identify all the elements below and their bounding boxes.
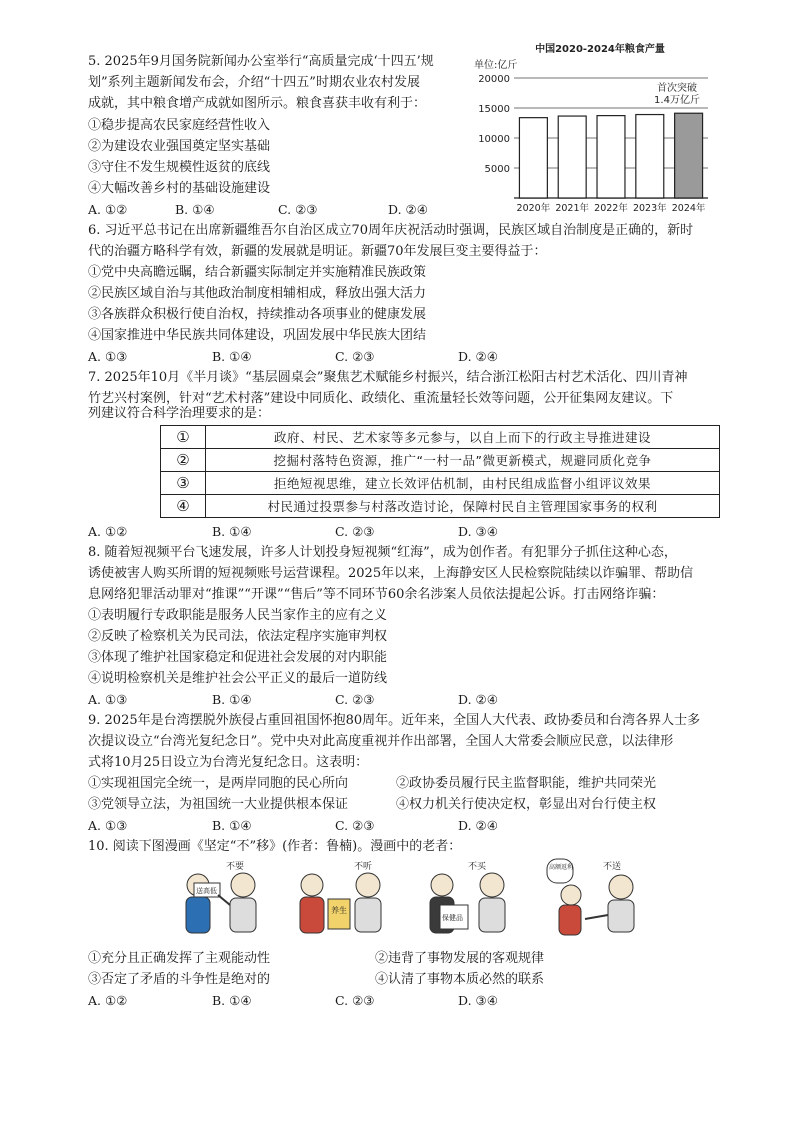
- chart-ylabel: 单位:亿斤: [474, 60, 518, 71]
- q9-option-b[interactable]: B. ①④: [212, 818, 252, 833]
- q5-item: ②为建设农业强国奠定坚实基础: [88, 139, 271, 154]
- q8-item: ③体现了维护社国家稳定和促进社会发展的对内职能: [88, 650, 388, 665]
- q5-stem-line: 5. 2025年9月国务院新闻办公室举行“高质量完成‘十四五’规: [88, 54, 434, 69]
- chart-bar: [675, 113, 703, 198]
- chart-category-label: 2024年: [671, 203, 706, 214]
- chart-annotation-line2: 1.4万亿斤: [654, 95, 700, 106]
- q6-stem-line: 6. 习近平总书记在出席新疆维吾尔自治区成立70周年庆祝活动时强调，民族区域自治制度是正确的，新时: [88, 223, 694, 238]
- q8-stem-line: 8. 随着短视频平台飞速发展，许多人计划投身短视频“红海”，成为创作者。有犯罪分子抓住这种心态，: [88, 545, 677, 560]
- q9-item: ④权力机关行使决定权，彰显出对台行使主权: [396, 797, 657, 812]
- q10-item: ④认清了事物本质必然的联系: [375, 972, 545, 987]
- q10-option-c[interactable]: C. ②③: [335, 993, 375, 1008]
- chart-ytick-label: 5000: [484, 164, 510, 175]
- comic-sign-text: 送高低: [196, 887, 217, 895]
- chart-bar: [636, 115, 664, 198]
- chart-category-label: 2022年: [594, 203, 628, 214]
- q6-stem-line: 代的治疆方略科学有效，新疆的发展就是明证。新疆70年发展巨变主要得益于：: [88, 244, 547, 259]
- chart-title: 中国2020-2024年粮食产量: [535, 44, 665, 55]
- row-number: ④: [161, 495, 206, 518]
- row-text: 政府、村民、艺术家等多元参与，以自上而下的行政主导推进建设: [206, 426, 720, 449]
- q7-suggestion-table: [160, 425, 720, 518]
- chart-bar: [558, 116, 586, 198]
- table-row: [161, 449, 720, 472]
- q5-option-a[interactable]: A. ①②: [88, 202, 128, 217]
- row-number: ①: [161, 426, 206, 449]
- comic-panel-2: [288, 855, 398, 945]
- table-row: [161, 426, 720, 449]
- q10-item: ①充分且正确发挥了主观能动性: [88, 951, 271, 966]
- q9-item: ①实现祖国完全统一，是两岸同胞的民心所向: [88, 776, 349, 791]
- row-text: 挖掘村落特色资源，推广“一村一品”微更新模式，规避同质化竞争: [206, 449, 720, 472]
- q5-item: ④大幅改善乡村的基础设施建设: [88, 181, 271, 196]
- q9-stem-line: 次提议设立“台湾光复纪念日”。党中央对此高度重视并作出部署，全国人大常委会顺应民意，以法律形: [88, 734, 674, 749]
- chart-ytick-label: 20000: [478, 74, 510, 85]
- comic-bubble-text: 不送: [603, 862, 622, 872]
- chart-annotation-line1: 首次突破: [657, 83, 697, 94]
- q8-option-b[interactable]: B. ①④: [212, 692, 252, 707]
- q9-stem-line: 式将10月25日设立为台湾光复纪念日。这表明：: [88, 755, 369, 770]
- q7-option-d[interactable]: D. ③④: [458, 524, 498, 539]
- q10-option-d[interactable]: D. ③④: [458, 993, 498, 1008]
- row-text: 村民通过投票参与村落改造讨论，保障村民自主管理国家事务的权利: [206, 495, 720, 518]
- comic-bubble-text: 高额返利: [549, 864, 574, 871]
- row-text: 拒绝短视思维，建立长效评估机制，由村民组成监督小组评议效果: [206, 472, 720, 495]
- comic-bubble-text: 不要: [226, 862, 245, 872]
- q9-option-d[interactable]: D. ②④: [458, 818, 498, 833]
- comic-panel-4: [545, 855, 655, 945]
- row-number: ②: [161, 449, 206, 472]
- q8-item: ②反映了检察机关为民司法，依法定程序实施审判权: [88, 629, 388, 644]
- table-row: [161, 495, 720, 518]
- chart-ytick-label: 15000: [478, 104, 510, 115]
- q6-option-d[interactable]: D. ②④: [458, 349, 498, 364]
- q6-option-c[interactable]: C. ②③: [335, 349, 375, 364]
- q5-item: ①稳步提高农民家庭经营性收入: [88, 118, 271, 133]
- q6-option-b[interactable]: B. ①④: [212, 349, 252, 364]
- comic-bubble-text: 不听: [354, 862, 373, 872]
- q10-item: ②违背了事物发展的客观规律: [375, 951, 545, 966]
- q10-option-a[interactable]: A. ①②: [88, 993, 128, 1008]
- q6-item: ②民族区域自治与其他政治制度相辅相成，释放出强大活力: [88, 286, 427, 301]
- q8-stem-line: 诱使被害人购买所谓的短视频账号运营课程。2025年以来，上海静安区人民检察院陆续以诈骗罪、帮助信: [88, 566, 694, 581]
- q5-option-b[interactable]: B. ①④: [175, 202, 215, 217]
- q6-item: ①党中央高瞻远瞩，结合新疆实际制定并实施精准民族政策: [88, 265, 427, 280]
- q5-item: ③守住不发生规模性返贫的底线: [88, 160, 271, 175]
- q8-item: ④说明检察机关是维护社会公平正义的最后一道防线: [88, 671, 388, 686]
- q9-item: ②政协委员履行民主监督职能，维护共同荣光: [396, 776, 657, 791]
- q7-stem-line: 竹艺兴村案例，针对“艺术村落”建设中同质化、政绩化、重流量轻长效等问题，公开征集网友建议。下: [88, 391, 674, 406]
- comic-box-text: 保健品: [442, 914, 463, 922]
- row-number: ③: [161, 472, 206, 495]
- q5-option-c[interactable]: C. ②③: [278, 202, 318, 217]
- chart-category-label: 2023年: [632, 203, 667, 214]
- table-row: [161, 472, 720, 495]
- q7-option-b[interactable]: B. ①④: [212, 524, 252, 539]
- q6-item: ③各族群众积极行使自治权，持续推动各项事业的健康发展: [88, 307, 427, 322]
- chart-ytick-label: 10000: [478, 134, 510, 145]
- q8-item: ①表明履行专政职能是服务人民当家作主的应有之义: [88, 608, 388, 623]
- q9-item: ③党领导立法，为祖国统一大业提供根本保证: [88, 797, 349, 812]
- chart-bar: [519, 118, 547, 198]
- grain-output-chart: [472, 40, 712, 215]
- chart-category-label: 2020年: [516, 203, 551, 214]
- q10-option-b[interactable]: B. ①④: [212, 993, 252, 1008]
- q5-stem-line: 成就，其中粮食增产成就如图所示。粮食喜获丰收有利于：: [88, 96, 427, 111]
- q7-stem-line: 列建议符合科学治理要求的是：: [88, 406, 271, 421]
- q8-stem-line: 息网络犯罪活动罪对“推课”“开课”“售后”等不同环节60余名涉案人员依法提起公诉。打击网络诈骗：: [88, 587, 665, 602]
- q9-stem-line: 9. 2025年是台湾摆脱外族侵占重回祖国怀抱80周年。近年来，全国人大代表、政协委员和台湾各界人士多: [88, 713, 701, 728]
- q8-option-a[interactable]: A. ①③: [88, 692, 128, 707]
- q8-option-d[interactable]: D. ②④: [458, 692, 498, 707]
- comic-box-text: 养生: [331, 906, 347, 915]
- q7-option-c[interactable]: C. ②③: [335, 524, 375, 539]
- comic-panel-1: [168, 855, 278, 945]
- q7-stem-line: 7. 2025年10月《半月谈》“基层圆桌会”聚焦艺术赋能乡村振兴，结合浙江松阳古村艺术活化、四川青神: [88, 370, 688, 385]
- q8-option-c[interactable]: C. ②③: [335, 692, 375, 707]
- chart-bar: [597, 116, 625, 198]
- q9-option-c[interactable]: C. ②③: [335, 818, 375, 833]
- q10-stem: 10. 阅读下图漫画《坚定“不”移》(作者：鲁楠)。漫画中的老者：: [88, 839, 462, 854]
- q7-option-a[interactable]: A. ①②: [88, 524, 128, 539]
- q5-stem-line: 划”系列主题新闻发布会，介绍“十四五”时期农业农村发展: [88, 75, 420, 90]
- q6-option-a[interactable]: A. ①③: [88, 349, 128, 364]
- q10-item: ③否定了矛盾的斗争性是绝对的: [88, 972, 271, 987]
- q5-option-d[interactable]: D. ②④: [388, 202, 428, 217]
- q6-item: ④国家推进中华民族共同体建设，巩固发展中华民族大团结: [88, 328, 427, 343]
- comic-bubble-text: 不买: [468, 862, 487, 872]
- chart-category-label: 2021年: [555, 203, 590, 214]
- comic-panel-3: [420, 855, 530, 945]
- q9-option-a[interactable]: A. ①③: [88, 818, 128, 833]
